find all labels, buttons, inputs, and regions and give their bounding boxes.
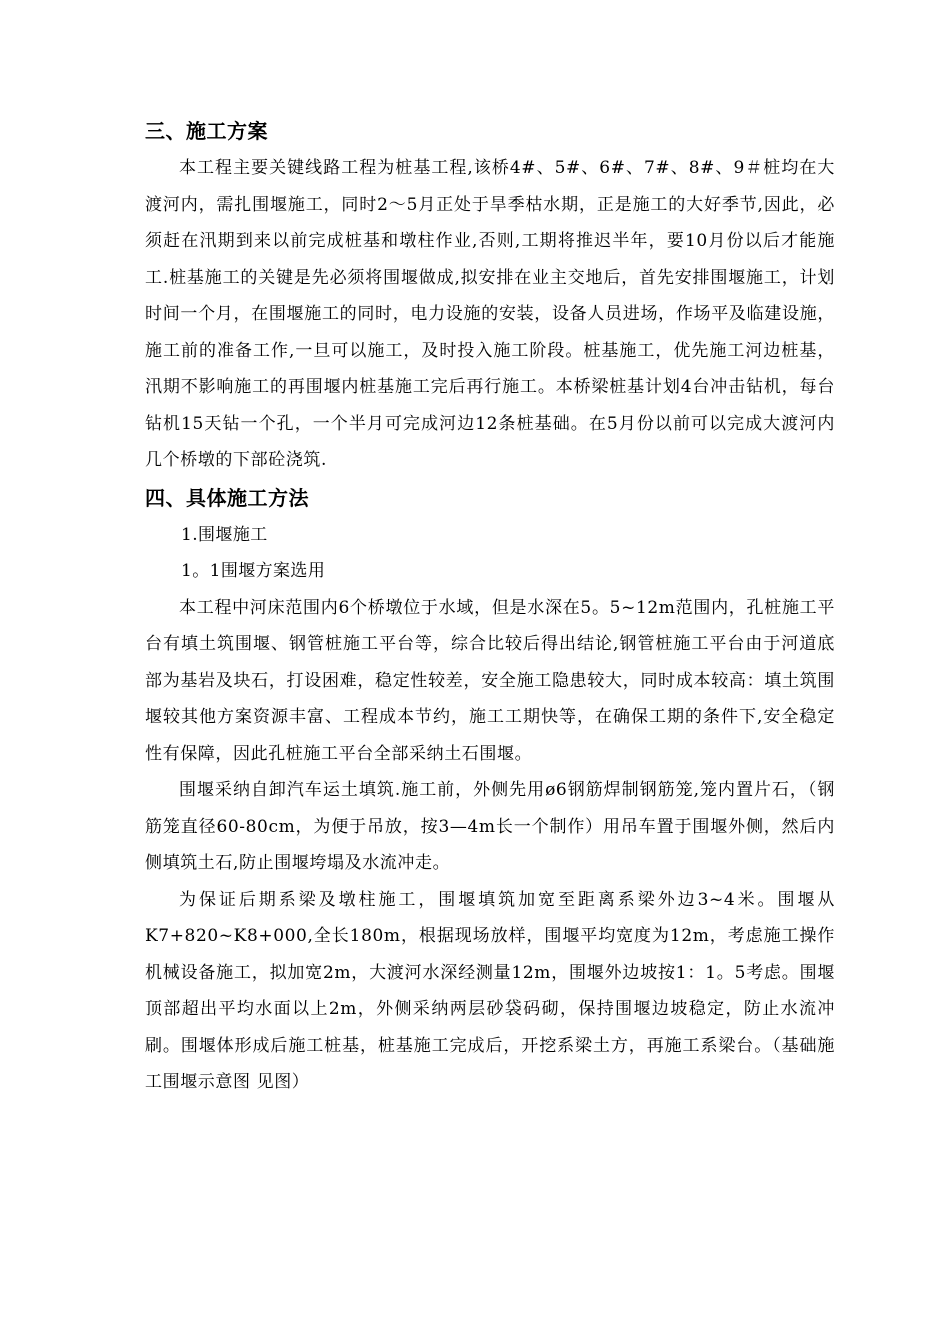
- paragraph-cofferdam-dimensions: 为保证后期系梁及墩柱施工，围堰填筑加宽至距离系梁外边3~4米。围堰从K7+820~K8+000,全长180m，根据现场放样，围堰平均宽度为12m，考虑施工操作机械设备施工，拟加宽2m，大渡河水深经测量12m，围堰外边坡按1：1。5考虑。围堰顶部超出平均水面以上2m，外侧采纳两层砂袋码砌，保持围堰边坡稳定，防止水流冲刷。围堰体形成后施工桩基，桩基施工完成后，开挖系梁土方，再施工系梁台。（基础施工围堰示意图 见图）: [145, 889, 835, 1092]
- section-heading-construction-plan: 三、施工方案: [145, 119, 268, 143]
- paragraph-cofferdam-filling: 围堰采纳自卸汽车运土填筑.施工前，外侧先用ø6钢筋焊制钢筋笼,笼内置片石，（钢筋笼直径60-80cm，为便于吊放，按3—4m长一个制作）用吊车置于围堰外侧，然后内侧填筑土石,防止围堰垮塌及水流冲走。: [145, 780, 835, 873]
- paragraph-scheme-comparison: 本工程中河床范围内6个桥墩位于水域，但是水深在5。5~12m范围内，孔桩施工平台有填土筑围堰、钢管桩施工平台等，综合比较后得出结论,钢管桩施工平台由于河道底部为基岩及块石，打设困难，稳定性较差，安全施工隐患较大，同时成本较高：填土筑围堰较其他方案资源丰富、工程成本节约，施工工期快等，在确保工期的条件下,安全稳定性有保障，因此孔桩施工平台全部采纳土石围堰。: [145, 597, 835, 764]
- paragraph-construction-plan: 本工程主要关键线路工程为桩基工程,该桥4#、5#、6#、7#、8#、9＃桩均在大渡河内，需扎围堰施工，同时2～5月正处于旱季枯水期，正是施工的大好季节,因此，必须赶在汛期到来以前完成桩基和墩柱作业,否则,工期将推迟半年，要10月份以后才能施工.桩基施工的关键是先必须将围堰做成,拟安排在业主交地后，首先安排围堰施工，计划时间一个月，在围堰施工的同时，电力设施的安装，设备人员进场，作场平及临建设施，施工前的准备工作,一旦可以施工，及时投入施工阶段。桩基施工，优先施工河边桩基，汛期不影响施工的再围堰内桩基施工完后再行施工。本桥梁桩基计划4台冲击钻机，每台钻机15天钻一个孔，一个半月可完成河边12条桩基础。在5月份以前可以完成大渡河内几个桥墩的下部砼浇筑.: [145, 158, 835, 470]
- document-page: [145, 112, 835, 1101]
- subheading-cofferdam-construction: 1.围堰施工: [181, 524, 268, 545]
- subheading-cofferdam-scheme-selection: 1。1围堰方案选用: [181, 561, 326, 581]
- section-heading-construction-methods: 四、具体施工方法: [145, 485, 309, 510]
